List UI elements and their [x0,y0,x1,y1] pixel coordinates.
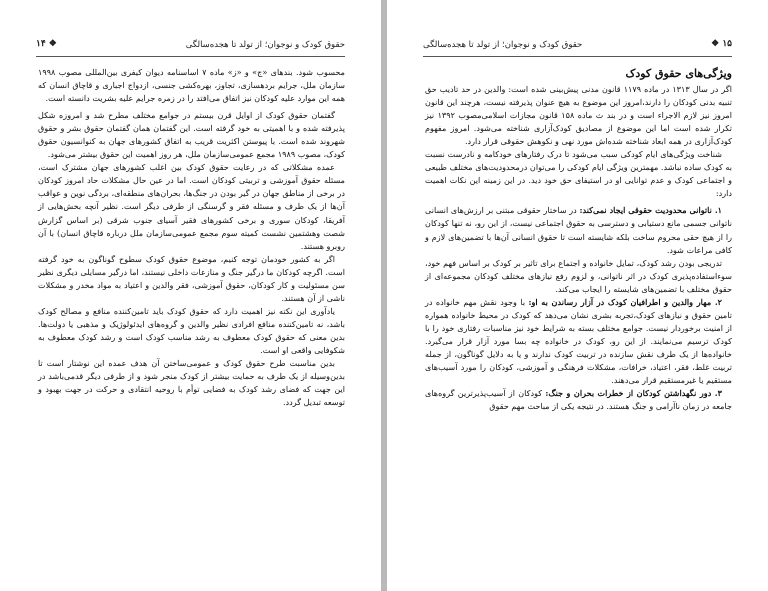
left-page-body [38,66,345,409]
right-page [387,0,768,591]
right-page-header [423,40,732,56]
paragraph: محسوب شود. بندهای «ج» و «ز» ماده ۷ اساسنامه دیوان کیفری بین‌المللی مصوب ۱۹۹۸ سازمان ملل، جرایم بردهسازی، تجاوز، بهره‌کشی جنسی، ازدواج اجباری و قاچاق انسان که همه این موارد علیه کودکان نیز اتفاق می‌افتد را در زمره جرایم علیه بشریت دانسته است. [38,67,345,104]
paragraph: اگر به کشور خودمان توجه کنیم، موضوع حقوق کودک سطوح گوناگون به خود گرفته است. اگرچه کودکان ما درگیر جنگ و منازعات داخلی نیستند، اما درگیر مسایلی دیگری نظیر سن مسئولیت و کار کودکان، حقوق آموزشی، فقر والدین و اعتیاد به مواد مخدر و مشکلات ناشی از آن هستند. [38,253,345,303]
left-page-header [36,40,345,56]
page-number: ۱۴ ❖ [36,39,57,49]
running-title: حقوق کودک و نوجوان؛ از تولد تا هجده‌سالگی [423,40,583,50]
item-lead: ۱. ناتوانی محدودیت حقوقی ایجاد نمی‌کند: [579,205,722,216]
item-text: در ساختار حقوقی مبتنی بر ارزش‌های انسانی ناتوانی جسمی‌ مانع دستیابی و دسترسی به حقوق اجتماعی نیست، از این رو، نه تنها کودکان را از هیچ حقی محروم ساخت بلکه شایسته است تا حقوق انسانی آن‌ها با تضمین‌های لازم و کافی مراعات شود. [425,205,732,255]
paragraph: تدریجی بودن رشد کودک، تمایل خانواده و اجتماع برای تاثیر بر کودک بر اساس فهم خود، سوءاستفاده‌پذیری کودک در اثر ناتوانی، و لزوم رفع نیازهای مختلف کودکان مجموعه‌ای از حقوق مختلف با تضمین‌های شایسته را ایجاب می‌کند. [425,257,732,294]
paragraph: بدین مناسبت طرح حقوق کودک و عمومی‌ساختن آن هدف عمده این نوشتار است تا بدین‌وسیله از یک طرف به حمایت بیشتر از کودک منجر شود و از طرفی دیگر قدمی‌باشد در این جهت که فضای رشد کودک به فضایی توأم با روحیه انتقادی و حرکت در جهت بهبود و توسعه تبدیل گردد. [38,358,345,408]
page-number: ❖ ۱۵ [711,39,732,49]
paragraph: گفتمان حقوق کودک از اوایل قرن بیستم در جوامع مختلف مطرح شد و امروزه شکل پذیرفته شده و با اهمیتی به خود گرفته است. این گفتمان همان گفتمان حقوق بشر و حقوق شهروند شده است. با پیوستن اکثریت قریب به اتفاق کشورهای جهان به کنوانسیون حقوق کودک، مصوب ۱۹۸۹ مجمع عمومی‌سازمان ملل، هر روز اهمیت این حقوق بیشتر می‌شود. [38,110,345,160]
paragraph: یادآوری این نکته نیز اهمیت دارد که حقوق کودک باید تامین‌کننده منافع و مصالح کودک باشد، نه تامین‌کننده منافع افرادی نظیر والدین و گروه‌های ایدئولوژیک و مذهبی یا دولت‌ها. بدین معنی که حقوق کودک معطوف به رشد مناسب کودک است و رشد کودک معطوف به شکوفایی واقعی او است. [38,305,345,355]
item-lead: ۲. مهار والدین و اطرافیان کودک در آزار رساندن به او: [528,296,723,307]
section-heading: ویژگی‌های حقوق کودک [625,67,732,80]
left-page [0,0,381,591]
list-item [425,387,732,413]
item-text: با وجود نقش مهم خانواده در تامین حقوق و نیازهای کودک،تجربه بشری نشان می‌دهد که کودک در محیط خانواده همواره از امنیت برخوردار نیست. جوامع مختلف بسته به شرایط خود نیز مناسبات رفتاری خود را با کودک ترسیم می‌نمایند. از این رو، کودک در خانواده چه بسا مورد آزار قرار می‌گیرد. خانواده‌ها از یک طرف نقش سازنده در تربیت کودک ندارند و یا به دلایل گوناگون، از جمله تربیت غلط، فقر، اعتیاد، خرافات، مشکلات فرهنگی و آموزشی، کودکان را مورد آسیب‌های مستقیم یا غیرمستقیم قرار می‌دهند. [425,296,732,386]
paragraph: شناخت ویژگی‌های ایام کودکی سبب می‌شود تا درک رفتارهای خودکامه و نادرست نسبت به کودک ساده نباشد. مهمترین ویژگی ایام کودکی را می‌توان در‌محدودیت‌های مختلف طبیعی و اجتماعی کودک و عدم توانایی او در استیفای حق خود دید. در این زمینه این نکات اهمیت دارد: [425,149,732,199]
list-item [425,296,732,387]
right-page-body [425,66,732,413]
item-text: کودکان از آسیب‌پذیرترین گروه‌های جامعه در زمان ناآرامی و جنگ هستند. در نتیجه یکی از مباحث مهم حقوق [425,388,732,412]
running-title: حقوق کودک و نوجوان؛ از تولد تا هجده‌سالگی [185,40,345,50]
paragraph: اگر در سال ۱۳۱۳ در ماده ۱۱۷۹ قانون مدنی پیش‌بینی شده است: والدین در حد تادیب حق تنبیه بدنی کودکان را دارند،امروز این موضوع به هیچ عنوان پذیرفته نیست، هرچند این قانون امروز نیز لازم الاجراء است و در بند ث ماده ۱۵۸ قانون مجازات اسلامی‌مصوب ۱۳۹۲ نیز تکرار شده است اما این موضوع از مصادیق کودک‌آزاری شناخته می‌شود. امروز مفهوم کودک‌آزاری در همه ابعاد شناخته شده‌اش مورد نهی و نکوهش حقوقی قرار دارد. [425,84,733,147]
paragraph: عمده مشکلاتی که در رعایت حقوق کودک بین اغلب کشورهای جهان مشترک است، مسئله حقوق آموزشی و تربیتی کودکان است. اما در عین حال مشکلات حاد امروز کودکان در برخی از مناطق جهان در گیر بودن در جنگ‌ها، بحران‌های منطقه‌ای، بردگی نوین و عواقب آن‌ها از یک طرف و مسئله فقر و گرسنگی از طرفی دیگر است. نظیر آنچه بخش‌هایی از آفریقا، کودکان سوری و برخی کشورهای فقیر آسیای جنوب شرقی (بر اساس گزارش شصت وهشتمین نشست کمیته سوم مجمع عمومی‌سازمان ملل درباره قاچاق انسان) با آن روبرو هستند. [38,162,345,251]
list-item [425,204,732,256]
header-rule [36,56,345,57]
header-rule [423,56,732,57]
item-lead: ۳. دور نگهداشتن کودکان از خطرات بحران و جنگ: [545,388,722,399]
